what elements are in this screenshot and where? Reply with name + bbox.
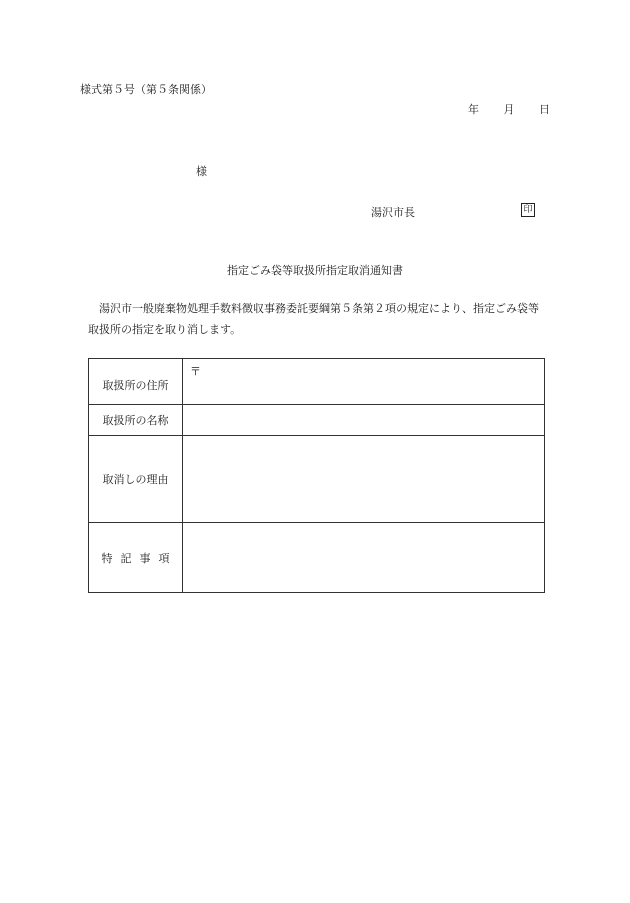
addressee-honorific: 様 [196,165,207,178]
info-table [88,358,545,593]
month-label: 月 [503,103,515,116]
issuer-name: 湯沢市長 [371,206,415,219]
table-row [89,523,545,593]
table-row [89,405,545,436]
name-field[interactable] [183,405,545,436]
date-line [468,101,550,117]
day-label: 日 [539,103,550,116]
document-title: 指定ごみ袋等取扱所指定取消通知書 [227,264,403,277]
row-label-reason: 取消しの理由 [89,436,183,523]
address-field[interactable] [183,359,545,405]
table-row [89,436,545,523]
postal-mark: 〒 [190,365,201,378]
row-label-notes: 特記事項 [89,523,183,593]
table-row [89,359,545,405]
seal-mark: 印 [521,203,535,217]
row-label-name: 取扱所の名称 [89,405,183,436]
reason-field[interactable] [183,436,545,523]
row-label-address: 取扱所の住所 [89,359,183,405]
year-label: 年 [468,103,479,116]
notes-field[interactable] [183,523,545,593]
body-text: 湯沢市一般廃棄物処理手数料徴収事務委託要綱第５条第２項の規定により、指定ごみ袋等取扱所の指定を取り消します。 [88,302,539,336]
form-number: 様式第５号（第５条関係） [80,83,212,96]
